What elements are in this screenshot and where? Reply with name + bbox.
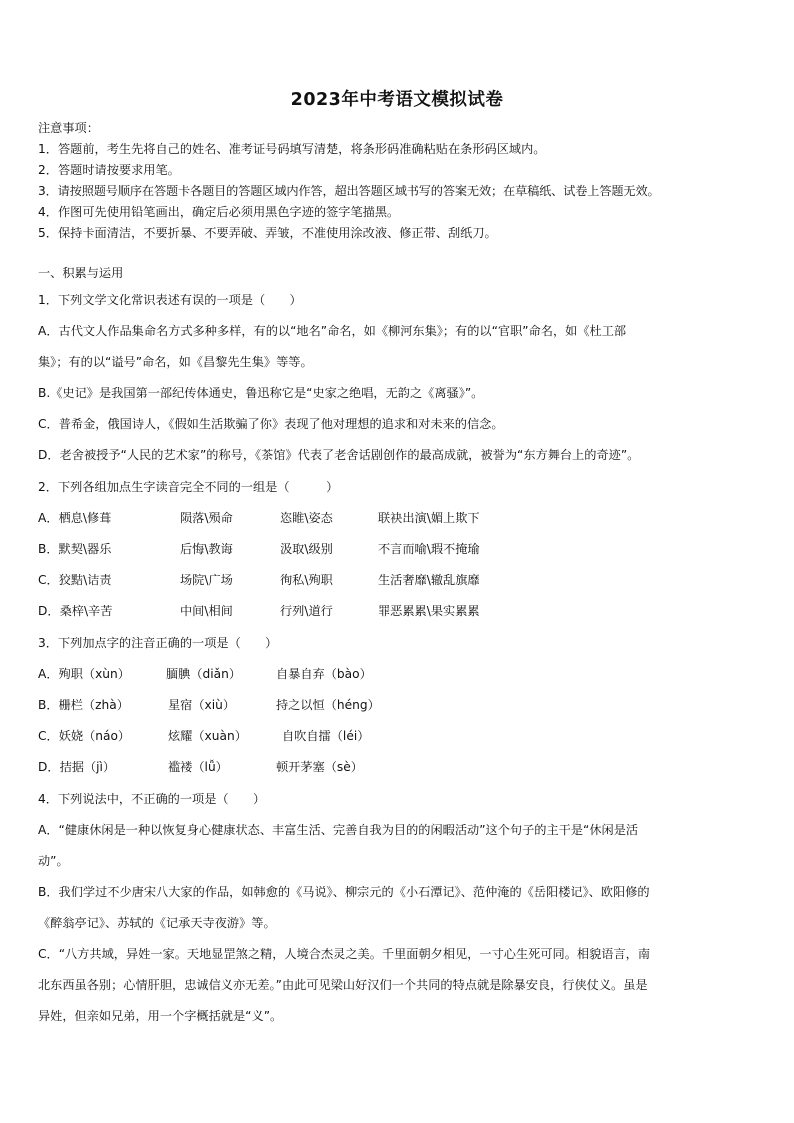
option-cell: 不言而喻\瑕不掩瑜 bbox=[378, 542, 480, 556]
option-cell: D．拮据（jì） bbox=[38, 760, 116, 774]
question-4-option-b-cont: 《醉翁亭记》、苏轼的《记承天寺夜游》等。 bbox=[38, 916, 276, 930]
question-1-stem: 1．下列文学文化常识表述有误的一项是（ ） bbox=[38, 293, 302, 307]
question-4-option-a: A．“健康休闲是一种以恢复身心健康状态、丰富生活、完善自我为目的的闲暇活动”这个句子的主干是“休闲是活 bbox=[38, 823, 639, 837]
question-4-stem: 4．下列说法中，不正确的一项是（ ） bbox=[38, 792, 266, 806]
option-cell: 后悔\教诲 bbox=[180, 542, 233, 556]
option-cell: 自吹自擂（léi） bbox=[282, 729, 370, 743]
notice-item: 1．答题前，考生先将自己的姓名、准考证号码填写清楚，将条形码准确粘贴在条形码区域内。 bbox=[38, 142, 546, 156]
question-1-option-c: C．普希金，俄国诗人，《假如生活欺骗了你》表现了他对理想的追求和对未来的信念。 bbox=[38, 417, 504, 431]
option-cell: 陨落\殒命 bbox=[180, 511, 233, 525]
option-cell: 生活奢靡\辙乱旗靡 bbox=[378, 573, 480, 587]
question-1-option-a: A．古代文人作品集命名方式多种多样，有的以“地名”命名，如《柳河东集》；有的以“官职”命名，如《杜工部 bbox=[38, 324, 627, 338]
option-cell: 星宿（xiù） bbox=[168, 698, 236, 712]
question-4-option-a-cont: 动”。 bbox=[38, 854, 69, 868]
option-cell: 顿开茅塞（sè） bbox=[276, 760, 363, 774]
option-cell: 中间\相间 bbox=[180, 604, 233, 618]
option-cell: 罪恶累累\果实累累 bbox=[378, 604, 480, 618]
option-cell: 场院\广场 bbox=[180, 573, 233, 587]
notice-item: 3．请按照题号顺序在答题卡各题目的答题区域内作答，超出答题区域书写的答案无效；在草稿纸、试卷上答题无效。 bbox=[38, 184, 660, 198]
option-cell: 炫耀（xuàn） bbox=[168, 729, 247, 743]
notice-item: 2．答题时请按要求用笔。 bbox=[38, 163, 180, 177]
notice-item: 4．作图可先使用铅笔画出，确定后必须用黑色字迹的签字笔描黑。 bbox=[38, 205, 400, 219]
option-cell: 褴褛（lǚ） bbox=[168, 760, 228, 774]
option-cell: 自暴自弃（bào） bbox=[276, 667, 372, 681]
question-4-option-c-cont: 北东西虽各别；心情肝胆，忠诚信义亦无差。”由此可见梁山好汉们一个共同的特点就是除暴安良，行侠仗义。虽是 bbox=[38, 978, 648, 992]
notice-heading: 注意事项： bbox=[38, 121, 99, 135]
page-title: 2023年中考语文模拟试卷 bbox=[290, 90, 504, 110]
option-cell: C．狡黠\诘责 bbox=[38, 573, 112, 587]
option-cell: 恣睢\姿态 bbox=[280, 511, 333, 525]
question-3-stem: 3．下列加点字的注音正确的一项是（ ） bbox=[38, 636, 278, 650]
option-cell: 持之以恒（héng） bbox=[276, 698, 380, 712]
option-cell: A．殉职（xùn） bbox=[38, 667, 130, 681]
option-cell: 汲取\级别 bbox=[280, 542, 333, 556]
question-1-option-b: B.《史记》是我国第一部纪传体通史，鲁迅称它是“史家之绝唱，无韵之《离骚》”。 bbox=[38, 386, 484, 400]
option-cell: D．桑梓\辛苦 bbox=[38, 604, 113, 618]
question-1-option-a-cont: 集》；有的以“谥号”命名，如《昌黎先生集》等等。 bbox=[38, 355, 313, 369]
option-cell: B．栅栏（zhà） bbox=[38, 698, 129, 712]
option-cell: 联袂出演\媚上欺下 bbox=[378, 511, 480, 525]
question-2-stem: 2．下列各组加点生字读音完全不同的一组是（ ） bbox=[38, 480, 339, 494]
option-cell: C．妖娆（náo） bbox=[38, 729, 131, 743]
question-1-option-d: D．老舍被授予“人民的艺术家”的称号，《茶馆》代表了老舍话剧创作的最高成就，被誉为“东方舞台上的奇迹”。 bbox=[38, 448, 640, 462]
notice-item: 5．保持卡面清洁，不要折暴、不要弄破、弄皱，不准使用涂改液、修正带、刮纸刀。 bbox=[38, 226, 497, 240]
option-cell: 徇私\殉职 bbox=[280, 573, 333, 587]
option-cell: 腼腆（diǎn） bbox=[166, 667, 242, 681]
section-heading: 一、积累与运用 bbox=[38, 266, 124, 280]
question-4-option-c-cont: 异姓，但亲如兄弟，用一个字概括就是“义”。 bbox=[38, 1009, 283, 1023]
option-cell: B．默契\器乐 bbox=[38, 542, 112, 556]
option-cell: A．栖息\修葺 bbox=[38, 511, 112, 525]
question-4-option-b: B．我们学过不少唐宋八大家的作品，如韩愈的《马说》、柳宗元的《小石潭记》、范仲淹的《岳阳楼记》、欧阳修的 bbox=[38, 885, 650, 899]
option-cell: 行列\道行 bbox=[280, 604, 333, 618]
question-4-option-c: C．“八方共域，异姓一家。天地显罡煞之精，人境合杰灵之美。千里面朝夕相见，一寸心生死可同。相貌语言，南 bbox=[38, 947, 651, 961]
